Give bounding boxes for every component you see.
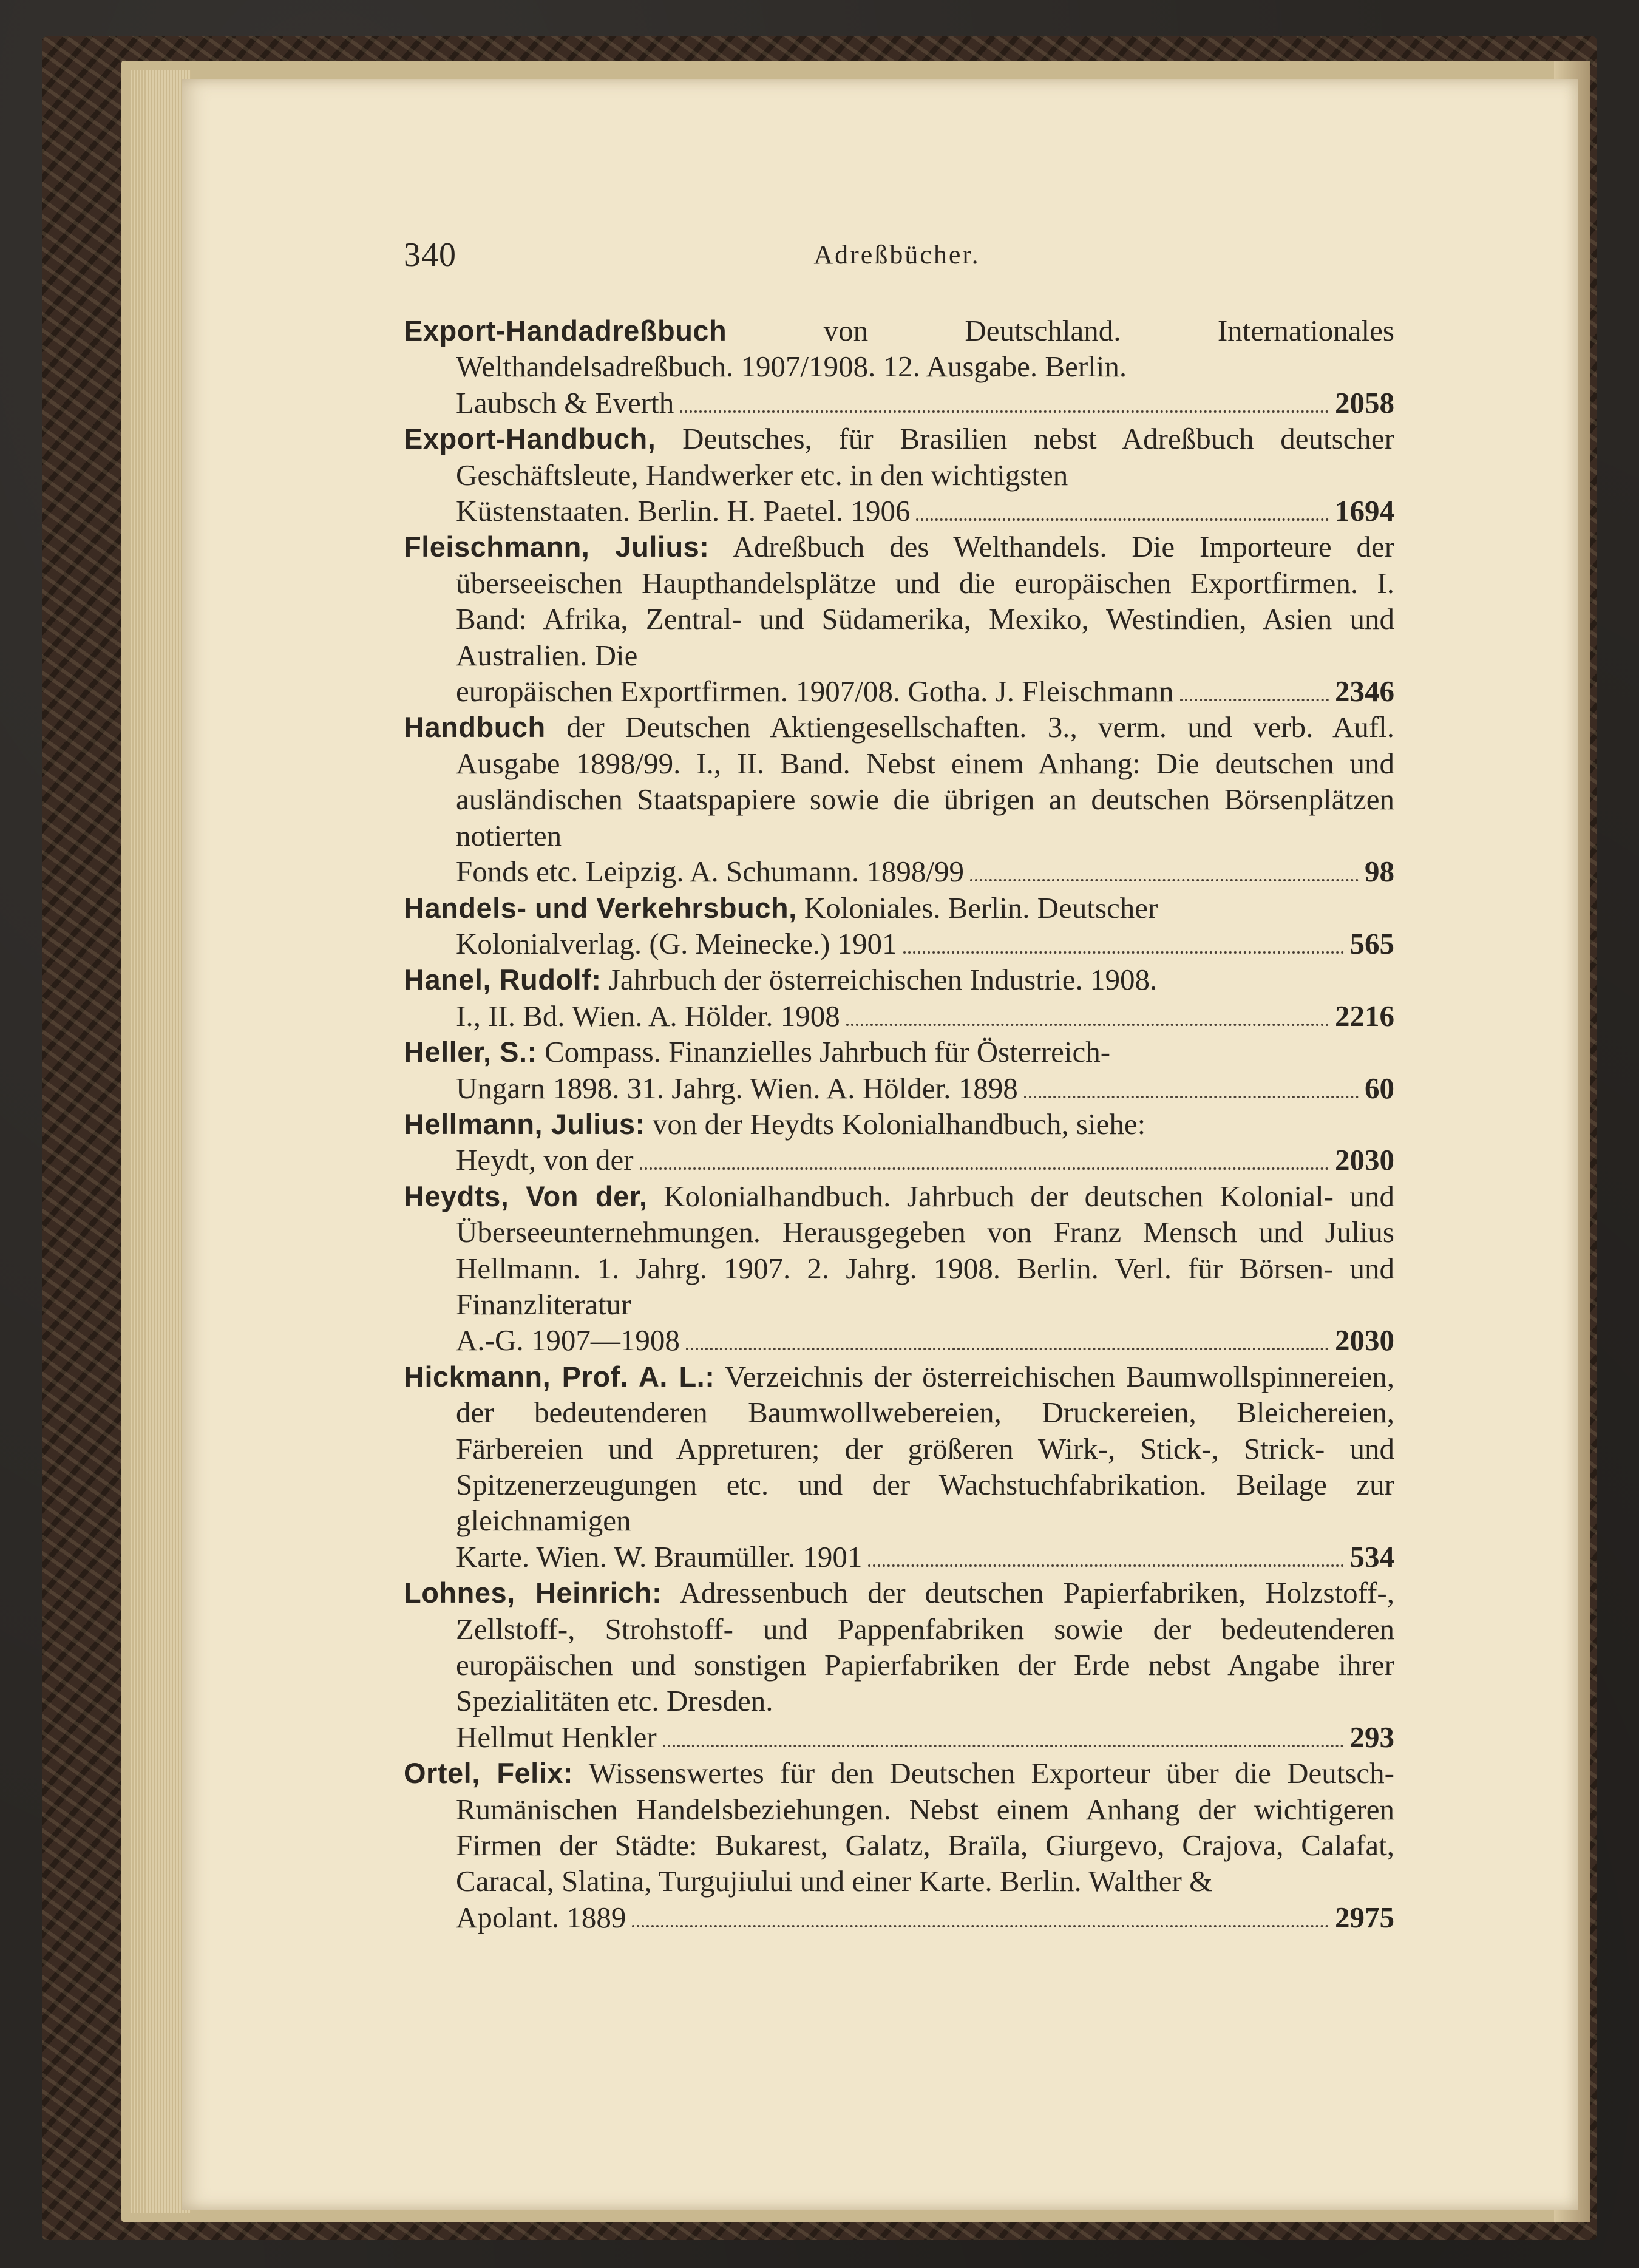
entry-number: 2346: [1335, 674, 1394, 708]
entry-heading: Export-Handadreßbuch: [404, 314, 727, 347]
entry-number: 534: [1349, 1540, 1394, 1574]
entry-heading: Hickmann, Prof. A. L.:: [404, 1360, 715, 1393]
entry-heading: Handbuch: [404, 711, 546, 744]
entry-text: Jahrbuch der österreichischen Industrie. 1908.: [608, 963, 1158, 997]
entry-last-line: [456, 854, 1394, 889]
entry-publisher: Küstenstaaten. Berlin. H. Paetel. 1906: [456, 494, 911, 528]
entry-last-line: [456, 998, 1394, 1034]
entry-last-line: [456, 1070, 1394, 1106]
page-header: [404, 236, 1390, 278]
entry-text: Adressenbuch der deutschen Papierfabriken, Holzstoff-, Zellstoff-, Strohstoff- und Pappenfabriken sowie der bedeutenderen europäischen und sonstigen Papierfabriken der Erde nebst Angabe ihrer Spezialitäten etc. Dresden.: [456, 1576, 1394, 1718]
entry-publisher: Kolonialverlag. (G. Meinecke.) 1901: [456, 926, 897, 960]
bibliography-entry: [404, 529, 1394, 709]
entry-number: 293: [1349, 1720, 1394, 1754]
entry-publisher: Ungarn 1898. 31. Jahrg. Wien. A. Hölder. 1898: [456, 1071, 1018, 1105]
entry-publisher: Heydt, von der: [456, 1143, 634, 1177]
entry-last-line: [456, 1539, 1394, 1575]
entry-last-line: [456, 385, 1394, 421]
entry-number: 60: [1365, 1071, 1394, 1105]
entry-heading: Heller, S.:: [404, 1036, 537, 1068]
entry-heading: Heydts, Von der,: [404, 1180, 648, 1212]
bibliography-entry: [404, 890, 1394, 962]
entry-last-line: [456, 926, 1394, 962]
entry-heading: Fleischmann, Julius:: [404, 531, 710, 563]
bibliography-entry: [404, 1755, 1394, 1935]
bibliography-entry: [404, 962, 1394, 1034]
entry-last-line: [456, 1322, 1394, 1358]
entry-list: [404, 313, 1394, 1935]
entry-text: von Deutschland. Internationales Welthandelsadreßbuch. 1907/1908. 12. Ausgabe. Berlin.: [456, 314, 1394, 384]
entry-publisher: I., II. Bd. Wien. A. Hölder. 1908: [456, 999, 840, 1033]
entry-heading: Export-Handbuch,: [404, 423, 656, 455]
dot-leader: [640, 1167, 1329, 1170]
entry-publisher: Fonds etc. Leipzig. A. Schumann. 1898/99: [456, 855, 964, 889]
entry-number: 1694: [1335, 494, 1394, 528]
entry-number: 2030: [1335, 1323, 1394, 1357]
bibliography-entry: [404, 313, 1394, 421]
entry-last-line: [456, 1142, 1394, 1178]
bibliography-entry: [404, 421, 1394, 529]
dot-leader: [1180, 699, 1329, 701]
entry-last-line: [456, 1900, 1394, 1935]
entry-publisher: Apolant. 1889: [456, 1900, 626, 1934]
entry-number: 2030: [1335, 1143, 1394, 1177]
entry-publisher: Laubsch & Everth: [456, 385, 674, 419]
bibliography-entry: [404, 709, 1394, 889]
entry-text: Wissenswertes für den Deutschen Exporteur über die Deutsch-Rumänischen Handelsbeziehungen. Nebst einem Anhang der wichtigeren Firmen der Städte: Bukarest, Galatz, Braïla, Giurgevo, Crajova, Calafat, Caracal, Slatina, Turgujiului und einer Karte. Berlin. Walther &: [456, 1756, 1394, 1898]
entry-number: 2058: [1335, 385, 1394, 419]
entry-heading: Hanel, Rudolf:: [404, 963, 602, 996]
entry-text: Koloniales. Berlin. Deutscher: [804, 891, 1158, 925]
entry-text: Kolonialhandbuch. Jahrbuch der deutschen Kolonial- und Überseeunternehmungen. Herausgegeben von Franz Mensch und Julius Hellmann. 1. Jahrg. 1907. 2. Jahrg. 1908. Berlin. Verl. für Börsen- und Finanzliteratur: [456, 1179, 1394, 1321]
entry-text: von der Heydts Kolonialhandbuch, siehe:: [652, 1107, 1146, 1141]
dot-leader: [686, 1348, 1329, 1350]
dot-leader: [868, 1564, 1343, 1567]
dot-leader: [970, 879, 1359, 881]
dot-leader: [846, 1024, 1329, 1026]
bibliography-entry: [404, 1359, 1394, 1575]
dot-leader: [663, 1745, 1344, 1747]
bibliography-entry: [404, 1575, 1394, 1755]
entry-text: Deutsches, für Brasilien nebst Adreßbuch deutscher Geschäftsleute, Handwerker etc. in den wichtigsten: [456, 422, 1395, 492]
entry-text: Adreßbuch des Welthandels. Die Importeure der überseeischen Haupthandelsplätze und die europäischen Exportfirmen. I. Band: Afrika, Zentral- und Südamerika, Mexiko, Westindien, Asien und Australien. Die: [456, 530, 1395, 672]
bibliography-entry: [404, 1034, 1394, 1106]
dot-leader: [1024, 1096, 1359, 1098]
bibliography-entry: [404, 1106, 1394, 1178]
entry-text: der Deutschen Aktiengesellschaften. 3., verm. und verb. Aufl. Ausgabe 1898/99. I., II. Band. Nebst einem Anhang: Die deutschen und ausländischen Staatspapiere sowie die übrigen an deutschen Börsenplätzen notierten: [456, 710, 1395, 852]
bibliography-entry: [404, 1178, 1394, 1359]
entry-last-line: [456, 1719, 1394, 1755]
dot-leader: [632, 1925, 1329, 1927]
entry-publisher: Karte. Wien. W. Braumüller. 1901: [456, 1540, 863, 1574]
entry-heading: Lohnes, Heinrich:: [404, 1577, 662, 1609]
entry-publisher: A.-G. 1907—1908: [456, 1323, 680, 1357]
entry-number: 2975: [1335, 1900, 1394, 1934]
dot-leader: [680, 410, 1329, 413]
running-title: Adreßbücher.: [813, 240, 980, 270]
entry-text: Compass. Finanzielles Jahrbuch für Österreich-: [544, 1035, 1111, 1069]
entry-text: Verzeichnis der österreichischen Baumwollspinnereien, der bedeutenderen Baumwollwebereien, Druckereien, Bleichereien, Färbereien und Appreturen; der größeren Wirk-, Stick-, Strick- und Spitzenerzeugungen etc. und der Wachstuchfabrikation. Beilage zur gleichnamigen: [456, 1359, 1394, 1538]
entry-heading: Ortel, Felix:: [404, 1757, 574, 1790]
entry-number: 98: [1365, 855, 1394, 889]
page-number: 340: [404, 236, 456, 274]
entry-number: 565: [1349, 926, 1394, 960]
entry-publisher: europäischen Exportfirmen. 1907/08. Gotha. J. Fleischmann: [456, 674, 1174, 708]
entry-last-line: [456, 673, 1394, 709]
dot-leader: [903, 951, 1344, 954]
entry-heading: Handels- und Verkehrsbuch,: [404, 891, 797, 924]
dot-leader: [916, 518, 1329, 521]
entry-publisher: Hellmut Henkler: [456, 1720, 657, 1754]
entry-number: 2216: [1335, 999, 1394, 1033]
entry-heading: Hellmann, Julius:: [404, 1107, 645, 1140]
entry-last-line: [456, 493, 1394, 529]
